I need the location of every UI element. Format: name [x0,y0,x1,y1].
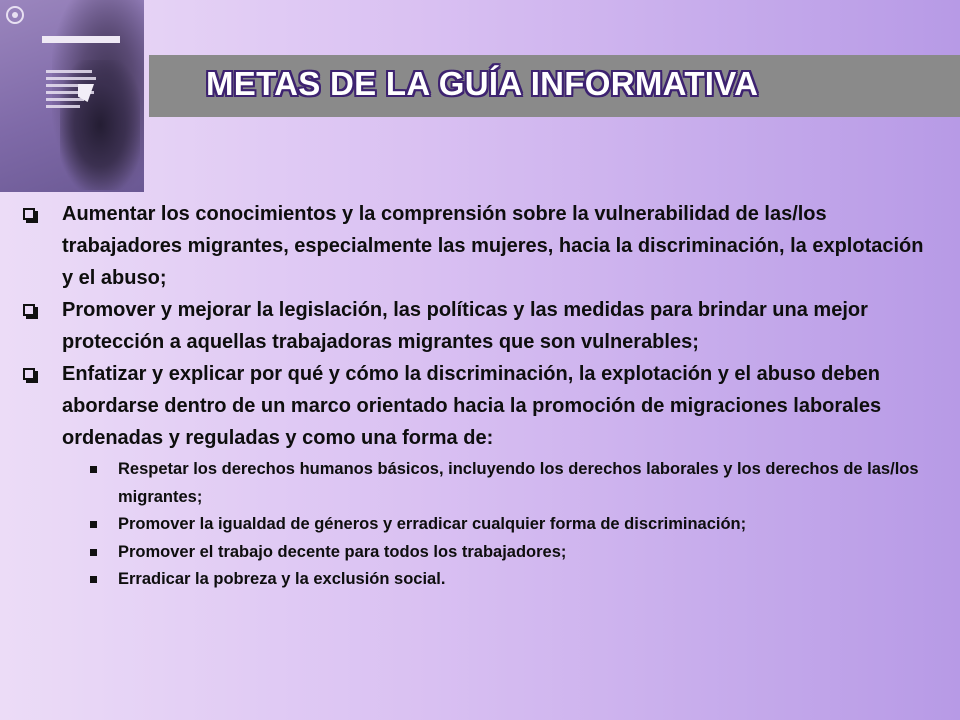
goal-item [20,358,940,594]
goal-text: Enfatizar y explicar por qué y cómo la discriminación, la explotación y el abuso deben abordarse dentro de un marco orientado hacia la promoción de migraciones laborales ordenadas y reguladas y como una forma de: [62,363,882,449]
booklet-cover-image [0,0,144,192]
subgoals-list [62,456,940,594]
subgoal-text: Erradicar la pobreza y la exclusión social. [118,570,446,588]
subgoal-text: Promover el trabajo decente para todos los trabajadores; [118,542,567,561]
subgoal-item [62,539,940,567]
checkbox-bullet-icon [23,208,35,220]
checkbox-bullet-icon [23,368,35,380]
square-bullet-icon [90,521,97,528]
subgoal-text: Promover la igualdad de géneros y erradicar cualquier forma de discriminación; [118,515,747,533]
subgoal-item [62,511,940,539]
goals-list [20,198,940,594]
checkbox-bullet-icon [23,304,35,316]
square-bullet-icon [90,466,97,473]
logo-icon [6,6,24,24]
subgoal-item [62,456,940,511]
slide-title: METAS DE LA GUÍA INFORMATIVA [206,65,759,102]
goal-item [20,294,940,358]
square-bullet-icon [90,549,97,556]
square-bullet-icon [90,576,97,583]
cover-title-strip [42,36,120,43]
goal-text: Promover y mejorar la legislación, las políticas y las medidas para brindar una mejor protección a aquellas trabajadoras migrantes que son vulnerables; [62,299,868,353]
goal-text: Aumentar los conocimientos y la comprensión sobre la vulnerabilidad de las/los trabajadores migrantes, especialmente las mujeres, hacia la discriminación, la explotación y el abuso; [62,203,924,289]
subgoal-text: Respetar los derechos humanos básicos, incluyendo los derechos laborales y los derechos de las/los migrantes; [118,460,919,506]
subgoal-item [62,566,940,594]
goal-item [20,198,940,294]
